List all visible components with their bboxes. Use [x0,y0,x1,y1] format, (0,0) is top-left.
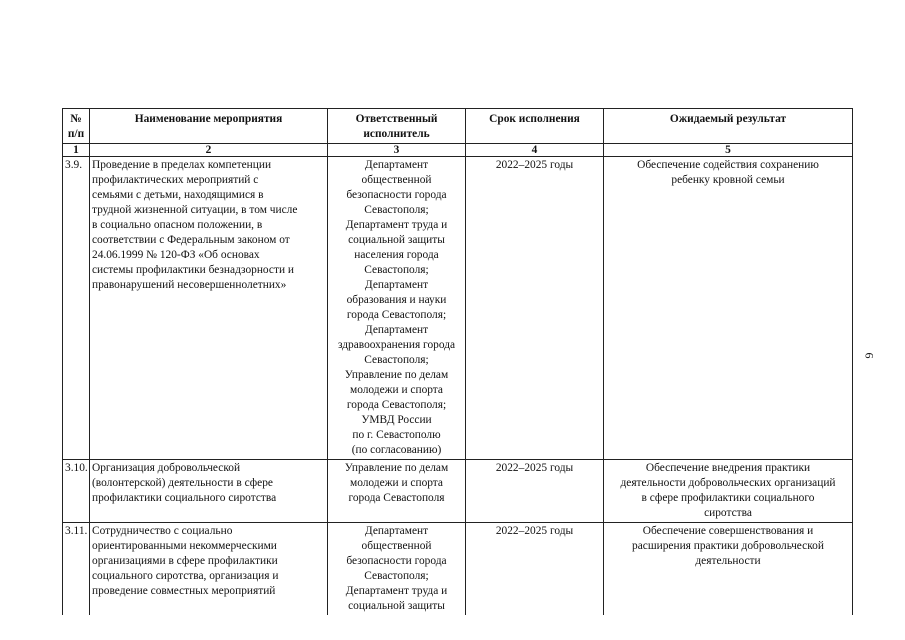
text-line: Организация добровольческой [92,462,241,474]
text-line: ориентированными некоммерческими [92,540,277,552]
row-number: 3.9. [63,157,90,460]
page-number: 6 [862,352,877,359]
text-line: молодежи и спорта [350,384,443,396]
measures-table [62,108,853,615]
text-line: Департамент труда и [345,585,448,597]
text-line: ребенку кровной семьи [671,174,785,186]
text-line: безопасности города [346,189,447,201]
text-line: города Севастополя; [346,399,447,411]
table-row [63,460,853,523]
text-line: здравоохранения города [337,339,456,351]
text-line: Проведение в пределах компетенции [92,159,272,171]
text-line: (по согласованию) [351,444,442,456]
text-line: Наименование мероприятия [134,113,283,125]
text-line: Сотрудничество с социально [92,525,233,537]
text-line: города Севастополя [348,492,445,504]
deadline: 2022–2025 годы [466,157,604,460]
expected-result [604,157,853,460]
text-line: расширения практики добровольческой [632,540,824,552]
text-line: Севастополя; [364,354,429,366]
header-deadline [466,109,604,144]
responsible-executor [328,460,466,523]
text-line: (волонтерской) деятельности в сфере [92,477,273,489]
text-line: Департамент труда и [345,219,448,231]
text-line: в социально опасном положении, в [92,219,263,231]
text-line: Департамент [364,324,429,336]
header-row [63,109,853,144]
text-line: Управление по делам [344,369,449,381]
text-line: в сфере профилактики социального [641,492,815,504]
text-line: города Севастополя; [346,309,447,321]
text-line: безопасности города [346,555,447,567]
row-number: 3.10. [63,460,90,523]
responsible-executor [328,157,466,460]
text-line: деятельности добровольческих организаций [620,477,836,489]
column-number: 4 [466,144,604,157]
text-line: системы профилактики безнадзорности и [92,264,294,276]
text-line: Срок исполнения [489,113,580,125]
text-line: Обеспечение внедрения практики [645,462,811,474]
text-line: профилактики социального сиротства [92,492,277,504]
text-line: УМВД России [361,414,432,426]
table-row [63,523,853,616]
header-name [90,109,328,144]
column-number: 5 [604,144,853,157]
text-line: Севастополя; [364,264,429,276]
text-line: по г. Севастополю [352,429,441,441]
text-line: п/п [67,128,85,140]
text-line: Обеспечение совершенствования и [642,525,814,537]
text-line: Севастополя; [364,570,429,582]
text-line: правонарушений несовершеннолетних» [92,279,287,291]
text-line: проведение совместных мероприятий [92,585,276,597]
text-line: семьями с детьми, находящимися в [92,189,264,201]
text-line: трудной жизненной ситуации, в том числе [92,204,298,216]
measure-name [90,157,328,460]
expected-result [604,523,853,616]
text-line: Обеспечение содействия сохранению [637,159,819,171]
text-line: профилактических мероприятий с [92,174,259,186]
text-line: организациями в сфере профилактики [92,555,278,567]
text-line: Департамент [364,159,429,171]
text-line: Ожидаемый результат [669,113,787,125]
text-line: Ответственный [355,113,438,125]
text-line: образования и науки [346,294,447,306]
column-number: 1 [63,144,90,157]
header-responsible [328,109,466,144]
text-line: деятельности [695,555,761,567]
column-number: 2 [90,144,328,157]
text-line: исполнитель [363,128,430,140]
text-line: Севастополя; [364,204,429,216]
text-line: сиротства [704,507,752,519]
responsible-executor [328,523,466,616]
row-number: 3.11. [63,523,90,616]
column-number: 3 [328,144,466,157]
text-line: общественной [361,174,432,186]
text-line: социальной защиты [348,600,445,612]
text-line: социального сиротства, организация и [92,570,279,582]
text-line: общественной [361,540,432,552]
header-num [63,109,90,144]
text-line: населения города [354,249,439,261]
measure-name [90,460,328,523]
text-line: соответствии с Федеральным законом от [92,234,290,246]
text-line: Департамент [364,279,429,291]
deadline: 2022–2025 годы [466,523,604,616]
text-line: молодежи и спорта [350,477,443,489]
text-line: 24.06.1999 № 120-ФЗ «Об основах [92,249,260,261]
text-line: социальной защиты [348,234,445,246]
header-result [604,109,853,144]
table-row [63,157,853,460]
deadline: 2022–2025 годы [466,460,604,523]
text-line: № [70,113,82,125]
text-line: Департамент [364,525,429,537]
measure-name [90,523,328,616]
column-number-row [63,144,853,157]
expected-result [604,460,853,523]
text-line: Управление по делам [344,462,449,474]
